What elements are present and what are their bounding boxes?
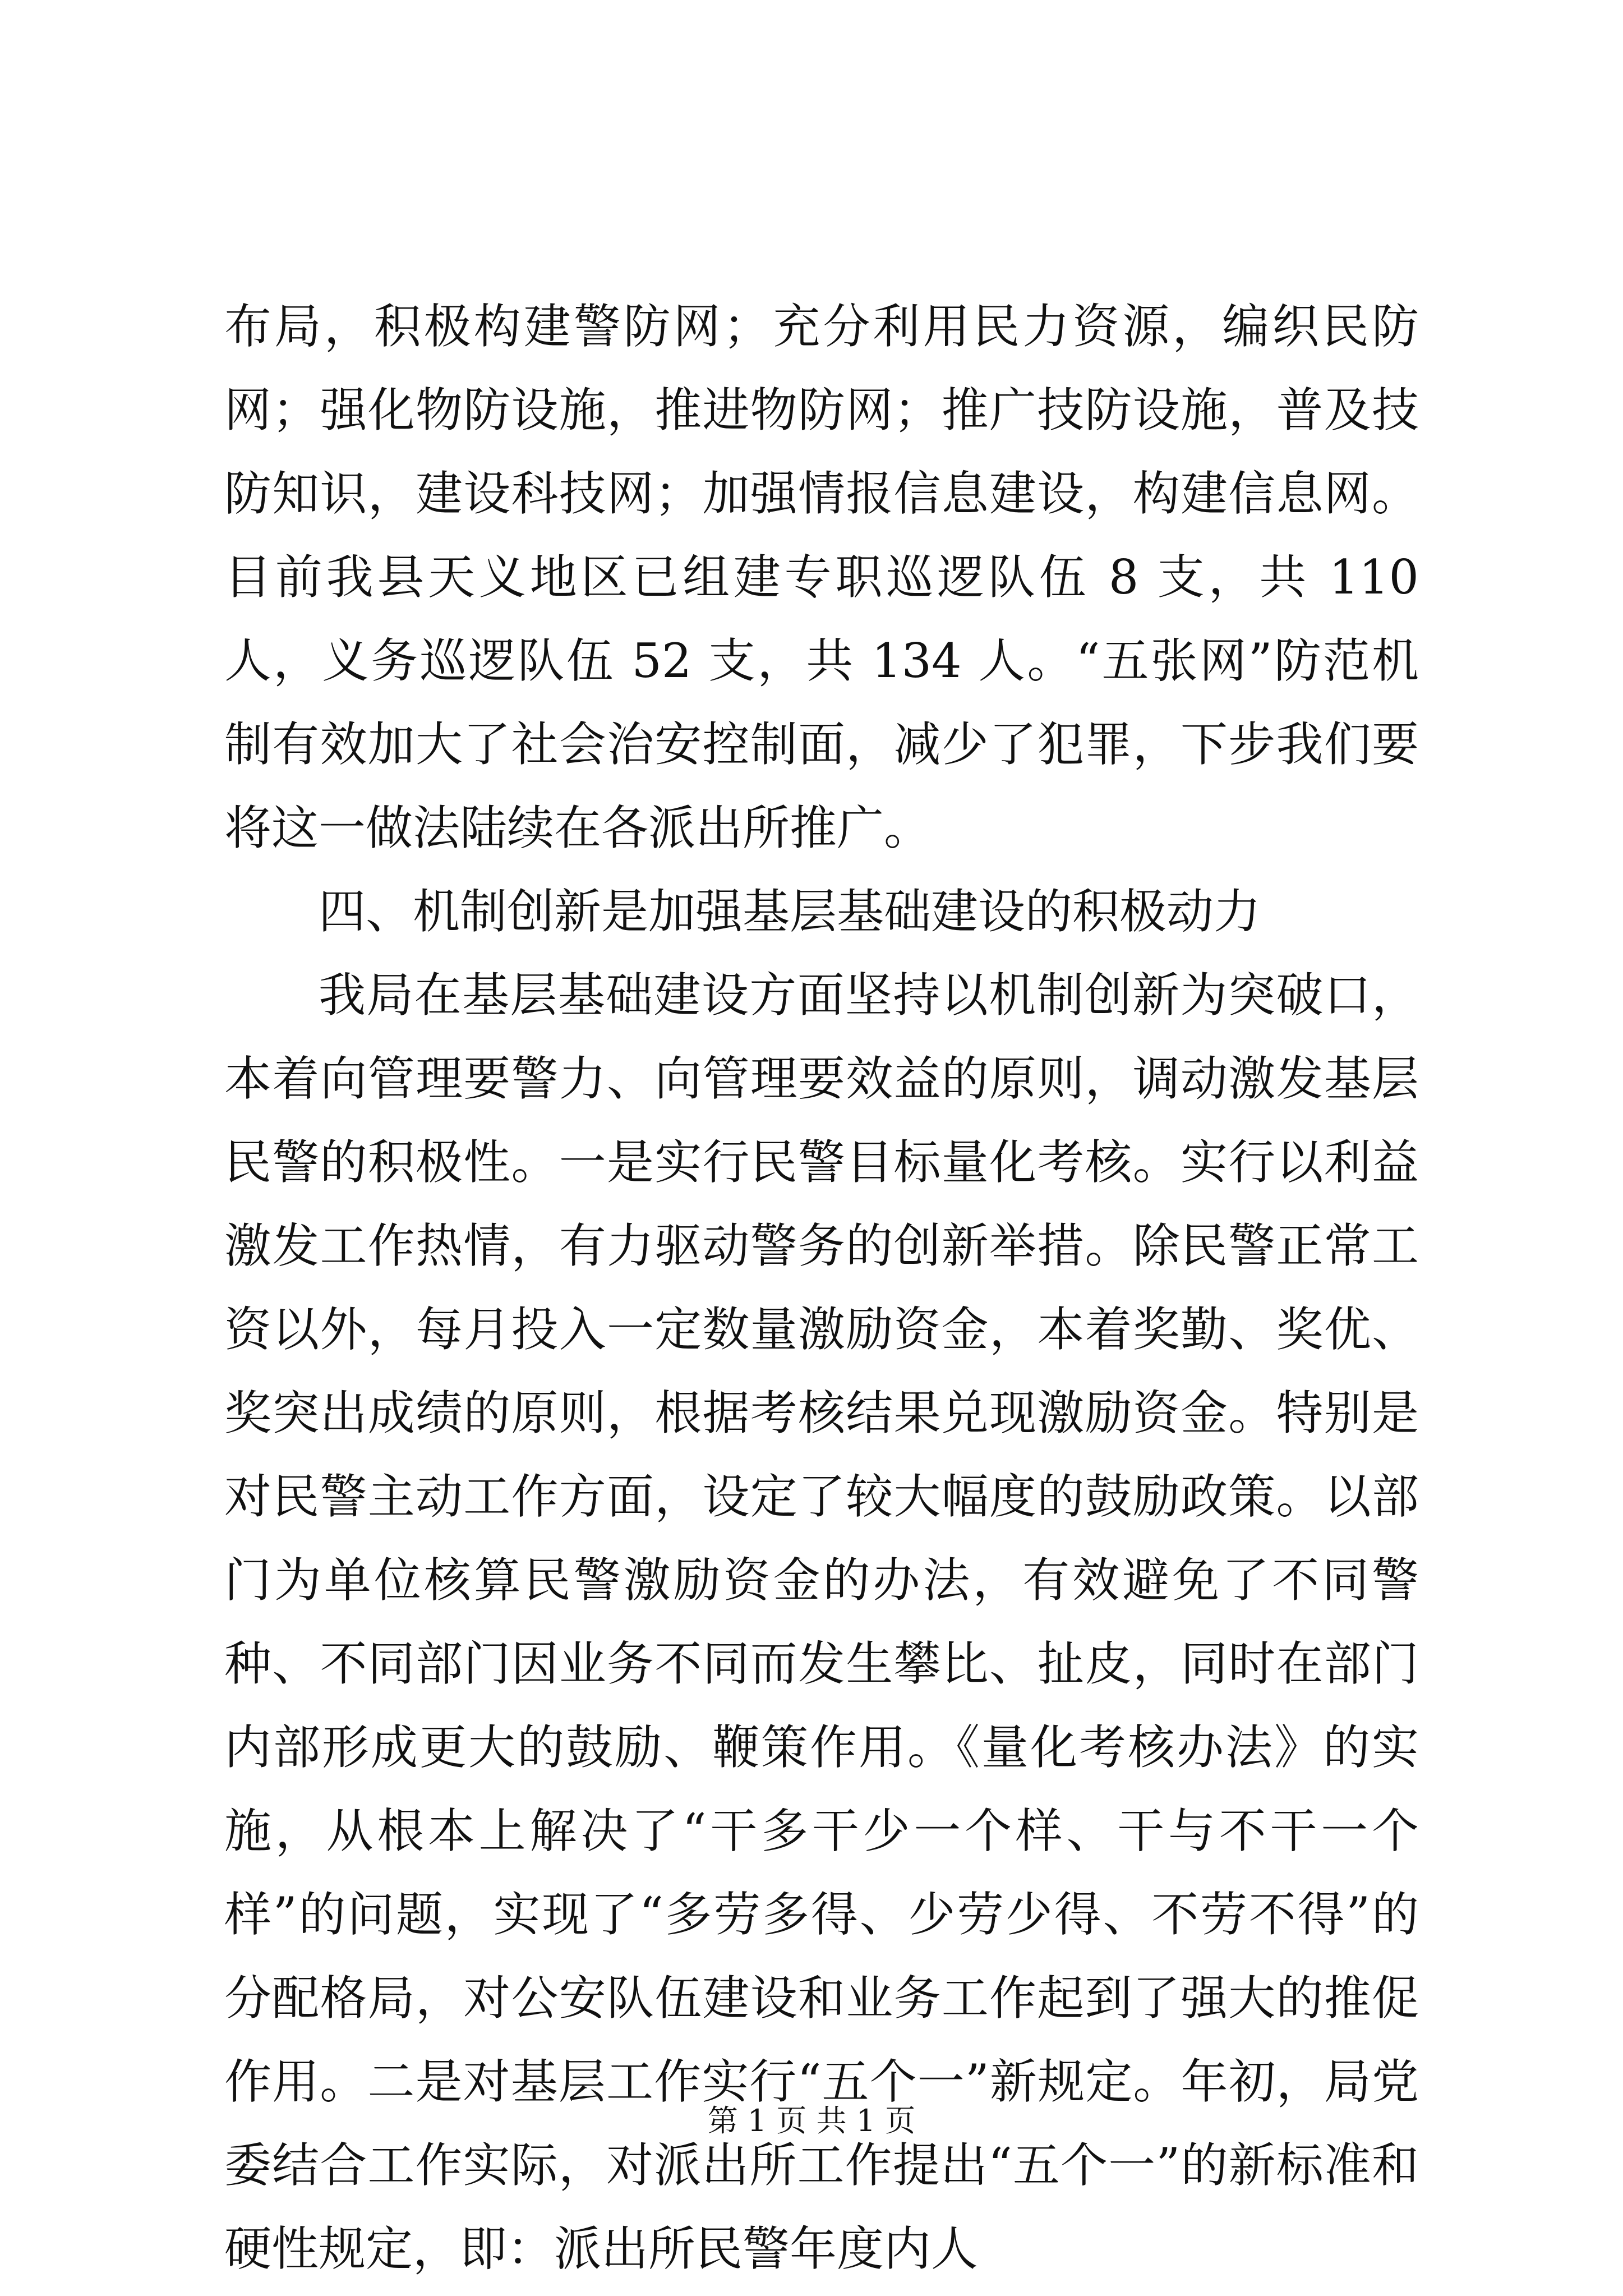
section-heading: 四、机制创新是加强基层基础建设的积极动力 xyxy=(319,884,1261,939)
document-body xyxy=(224,285,1419,2291)
page-footer: 第 1 页 共 1 页 xyxy=(707,2103,916,2138)
paragraph-continuation: 布局，积极构建警防网；充分利用民力资源，编织民防网；强化物防设施，推进物防网；推广技防设施，普及技防知识，建设科技网；加强情报信息建设，构建信息网。目前我县天义地区已组建专职巡逻队伍 8 支，共 110 人，义务巡逻队伍 52 支，共 134 人。“五张网”防范机制有效加大了社会治安控制面，减少了犯罪，下步我们要将这一做法陆续在各派出所推广。 xyxy=(224,299,1419,855)
paragraph-body: 我局在基层基础建设方面坚持以机制创新为突破口，本着向管理要警力、向管理要效益的原则，调动激发基层民警的积极性。一是实行民警目标量化考核。实行以利益激发工作热情，有力驱动警务的创新举措。除民警正常工资以外，每月投入一定数量激励资金，本着奖勤、奖优、奖突出成绩的原则，根据考核结果兑现激励资金。特别是对民警主动工作方面，设定了较大幅度的鼓励政策。以部门为单位核算民警激励资金的办法，有效避免了不同警种、不同部门因业务不同而发生攀比、扯皮，同时在部门内部形成更大的鼓励、鞭策作用。《量化考核办法》的实施，从根本上解决了“干多干少一个样、干与不干一个样”的问题，实现了“多劳多得、少劳少得、不劳不得”的分配格局，对公安队伍建设和业务工作起到了强大的推促作用。二是对基层工作实行“五个一”新规定。年初，局党委结合工作实际，对派出所工作提出“五个一”的新标准和硬性规定，即：派出所民警年度内人 xyxy=(224,968,1419,2276)
